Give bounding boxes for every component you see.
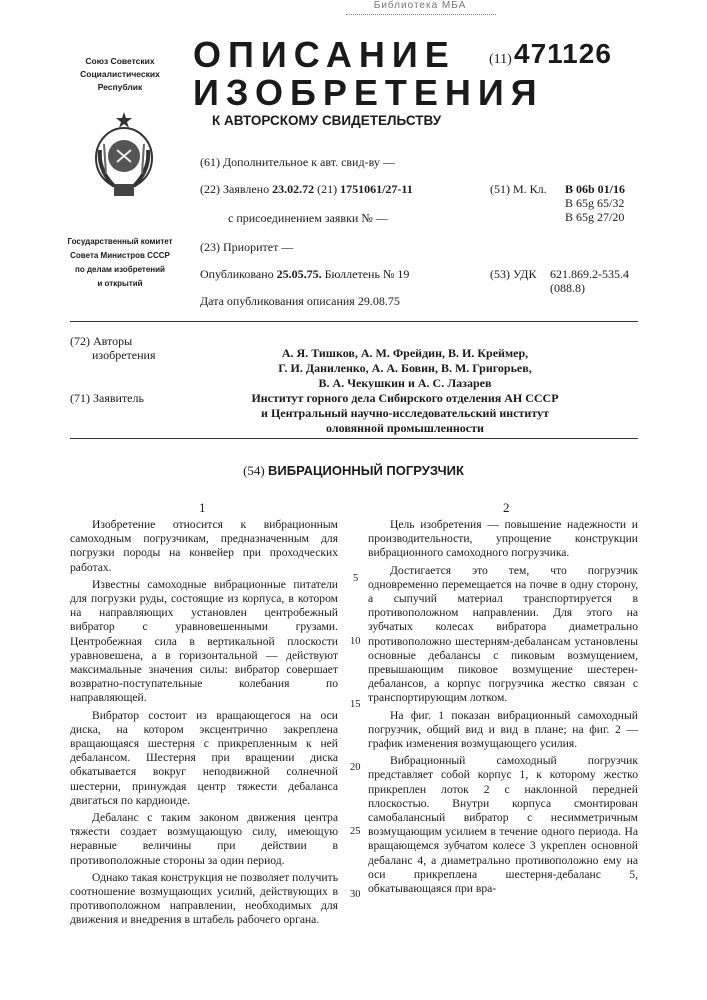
line-number: 20 [350,762,361,773]
committee-line: и открытий [97,279,143,288]
udc-code: 621.869.2-535.4 [550,267,629,281]
field-23: (23) Приоритет — [200,240,294,254]
divider [70,321,638,322]
field-21-prefix: (21) [317,182,338,196]
stamp-underline [346,14,496,15]
committee-line: Совета Министров СССР [70,251,170,260]
patent-number-code: (11) [489,52,512,67]
line-number: 10 [350,636,361,647]
authors-label-line: изобретения [92,348,156,362]
line-number: 25 [350,826,361,837]
title-line2: ИЗОБРЕТЕНИЯ [193,72,544,113]
field-22-prefix: (22) Заявлено [200,182,270,196]
authors-list [180,346,630,391]
published-date: 25.05.75. [276,267,322,281]
authors-label [70,334,155,362]
field-53-label: (53) УДК [490,267,537,281]
line-number: 15 [350,699,361,710]
ussr-emblem-icon [92,110,156,202]
title-subtitle: К АВТОРСКОМУ СВИДЕТЕЛЬСТВУ [212,113,442,128]
applicant [180,391,630,436]
field-51-label: (51) М. Кл. [490,182,547,196]
field-22-date: 23.02.72 [272,182,315,196]
patent-number: 471126 [514,38,612,69]
attach-application: с присоединением заявки № — [228,211,388,225]
udc-code: (088.8) [550,281,585,295]
union-name [70,55,170,94]
committee-line: по делам изобретений [75,265,165,274]
invention-code: (54) [243,463,265,478]
description-date: Дата опубликования описания 29.08.75 [200,294,400,308]
applicant-label: (71) Заявитель [70,391,144,405]
paragraph: Достигается это тем, что погрузчик одновременно перемещается на почве в одну сторону, а сыпучий материал транспортируется в противоположном направлении. Для этого на зубчатых колесах вибратора диаметрально противоположно шестерням-дебалансам установлены основные дебалансы с пиковым возмущением, превышающим пиковое возмущение шестерен-дебалансов, а корпус погрузчика жестко связан с транспортирующим лотком. [368,563,638,705]
author-line: А. Я. Тишков, А. М. Фрейдин, В. И. Креймер, [281,346,529,360]
divider [70,438,638,439]
ipc-class: В 65g 27/20 [565,210,625,224]
line-number: 30 [350,889,361,900]
state-committee [60,235,180,291]
union-line: Социалистических [80,69,160,79]
paragraph: Дебаланс с таким законом движения центра тяжести создает возмущающую силу, имеющую неравные величины при действии в противоположные стороны за один период. [70,811,338,867]
paragraph: Вибратор состоит из вращающегося на оси диска, на котором эксцентрично закреплена вращающаяся шестерня с прикрепленным к ней дебалансом. Шестерня при вращении диска обкатывается вокруг неподвижной солнечной шестерни, принуждая центр тяжести дебаланса двигаться по кардиоиде. [70,708,338,807]
paragraph: На фиг. 1 показан вибрационный самоходный погрузчик, общий вид и вид в плане; на фиг. 2 — график изменения возмущающего усилия. [368,708,638,751]
paragraph: Вибрационный самоходный погрузчик представляет собой корпус 1, к которому жестко прикреплен лоток 2 с наклонной передней плоскостью. Внутри корпуса смонтирован самобалансный вибратор с несимметричным возмущающим усилием в течение одного периода. На вращающемся зубчатом колесе 3 укреплен основной дебаланс 4, а диаметрально противоположно ему на оси прикреплена шестерня-дебаланс 5, обкатывающаяся при вра- [368,754,638,896]
paragraph: Однако такая конструкция не позволяет получить соотношение возмущающих усилий, действующих в противоположном направлении, необходимых для движения и внедрения в штабель рабочего органа. [70,870,338,927]
field-21-number: 1751061/27-11 [340,182,413,196]
union-line: Союз Советских [85,56,155,66]
invention-name: ВИБРАЦИОННЫЙ ПОГРУЗЧИК [268,463,464,478]
bulletin: Бюллетень № 19 [324,267,410,281]
paragraph: Цель изобретения — повышение надежности и производительности, упрощение конструкции вибрационного самоходного погрузчика. [368,518,638,560]
ipc-class: В 65g 65/32 [565,196,625,210]
ipc-class: В 06b 01/16 [565,182,626,196]
column-number-left: 1 [199,500,206,515]
line-number: 5 [353,573,359,584]
invention-title [0,463,707,479]
applicant-line: и Центральный научно-исследовательский институт [261,406,549,420]
title-line1: ОПИСАНИЕ [193,34,456,75]
authors-label-line: (72) Авторы [70,334,133,348]
field-22-21 [200,182,413,196]
applicant-line: Институт горного дела Сибирского отделения АН СССР [251,391,559,405]
paragraph: Изобретение относится к вибрационным самоходным погрузчикам, предназначенным для погрузки породы на конвейер при проходческих работах. [70,518,338,574]
paragraph: Известны самоходные вибрационные питатели для погрузки руды, состоящие из корпуса, в котором на направляющих установлен центробежный вибратор с уравновешенными грузами. Центробежная сила в вертикальной плоскости уравновешена, а в горизонтальной — действуют максимальные значения силы: вибратор совершает возвратно-поступательные колебания по направляющей. [70,577,338,705]
left-column [70,518,338,931]
published [200,267,409,281]
field-61: (61) Дополнительное к авт. свид-ву — [200,155,395,169]
column-number-right: 2 [503,500,510,515]
union-line: Республик [97,82,143,92]
author-line: В. А. Чекушкин и А. С. Лазарев [318,376,492,390]
committee-line: Государственный комитет [67,237,173,246]
applicant-line: оловянной промышленности [326,421,484,435]
author-line: Г. И. Даниленко, А. А. Бовин, В. М. Григорьев, [278,361,532,375]
right-column [368,518,638,899]
library-stamp: Библиотека МБА [373,0,467,11]
published-prefix: Опубликовано [200,267,274,281]
